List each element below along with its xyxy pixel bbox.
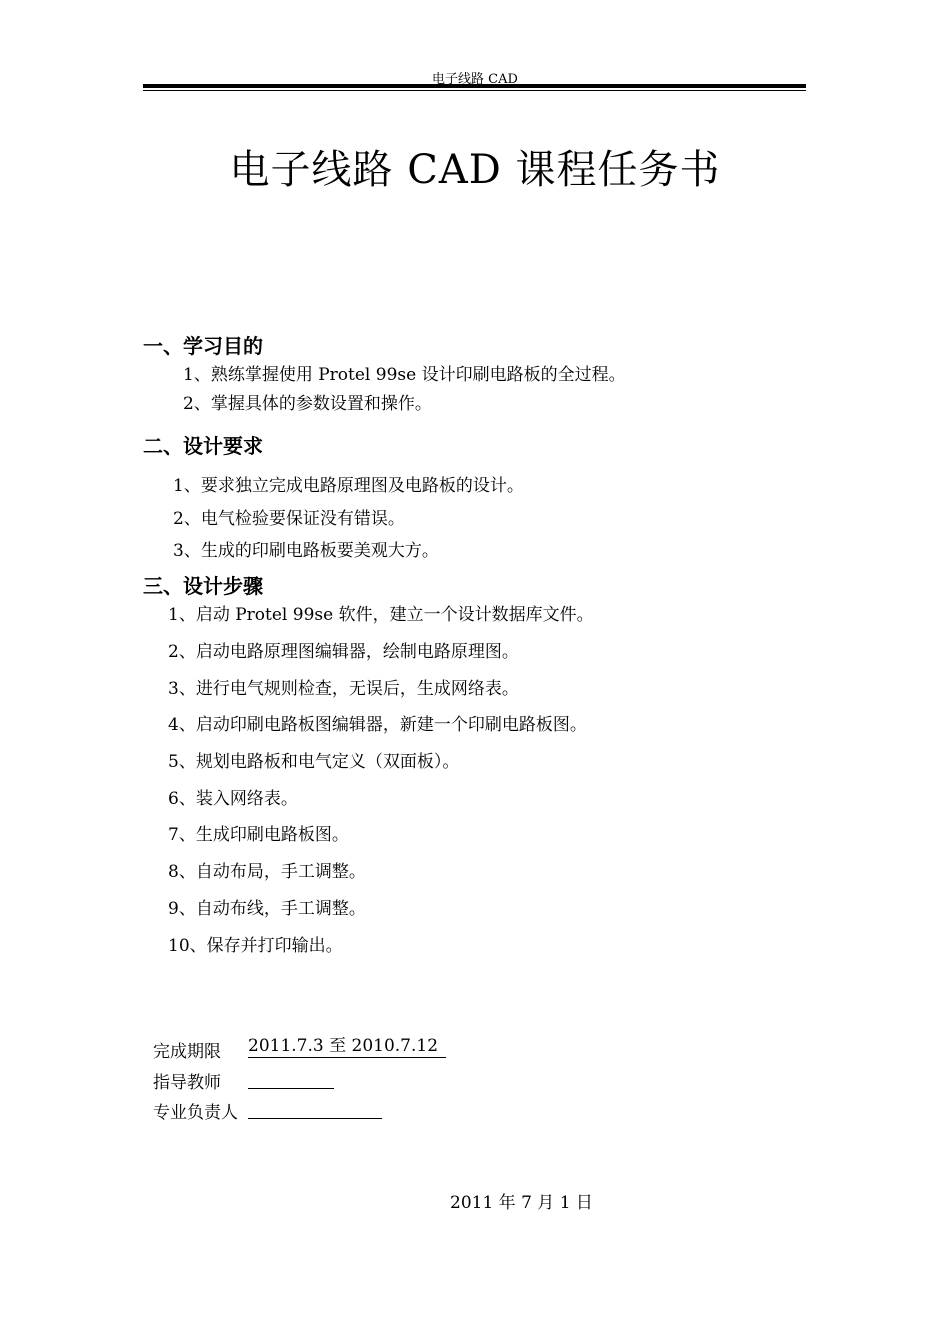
step-item: 9、自动布线，手工调整。 — [168, 899, 366, 919]
head-label: 专业负责人 — [153, 1103, 238, 1123]
requirement-item: 3、生成的印刷电路板要美观大方。 — [173, 541, 439, 561]
running-header: 电子线路 CAD — [432, 72, 518, 87]
teacher-signature-line — [248, 1066, 334, 1089]
section-heading-requirements: 二、设计要求 — [143, 434, 263, 458]
section-heading-objectives: 一、学习目的 — [143, 334, 263, 358]
document-title: 电子线路 CAD 课程任务书 — [229, 147, 721, 193]
step-item: 6、装入网络表。 — [168, 789, 298, 809]
objective-item: 1、熟练掌握使用 Protel 99se 设计印刷电路板的全过程。 — [183, 365, 626, 385]
step-item: 1、启动 Protel 99se 软件，建立一个设计数据库文件。 — [168, 605, 594, 625]
deadline-value: 2011.7.3 至 2010.7.12 — [248, 1035, 446, 1058]
header-rule — [143, 84, 806, 91]
issue-date: 2011 年 7 月 1 日 — [450, 1193, 593, 1213]
head-signature-line — [248, 1096, 382, 1119]
section-heading-steps: 三、设计步骤 — [143, 574, 263, 598]
step-item: 2、启动电路原理图编辑器，绘制电路原理图。 — [168, 642, 519, 662]
step-item: 5、规划电路板和电气定义（双面板）。 — [168, 752, 460, 772]
step-item: 8、自动布局，手工调整。 — [168, 862, 366, 882]
step-item: 10、保存并打印输出。 — [168, 936, 343, 956]
step-item: 7、生成印刷电路板图。 — [168, 825, 349, 845]
step-item: 4、启动印刷电路板图编辑器，新建一个印刷电路板图。 — [168, 715, 587, 735]
teacher-label: 指导教师 — [153, 1073, 221, 1093]
requirement-item: 1、要求独立完成电路原理图及电路板的设计。 — [173, 476, 524, 496]
objective-item: 2、掌握具体的参数设置和操作。 — [183, 394, 432, 414]
deadline-label: 完成期限 — [153, 1042, 221, 1062]
requirement-item: 2、电气检验要保证没有错误。 — [173, 509, 405, 529]
step-item: 3、进行电气规则检查，无误后，生成网络表。 — [168, 679, 519, 699]
